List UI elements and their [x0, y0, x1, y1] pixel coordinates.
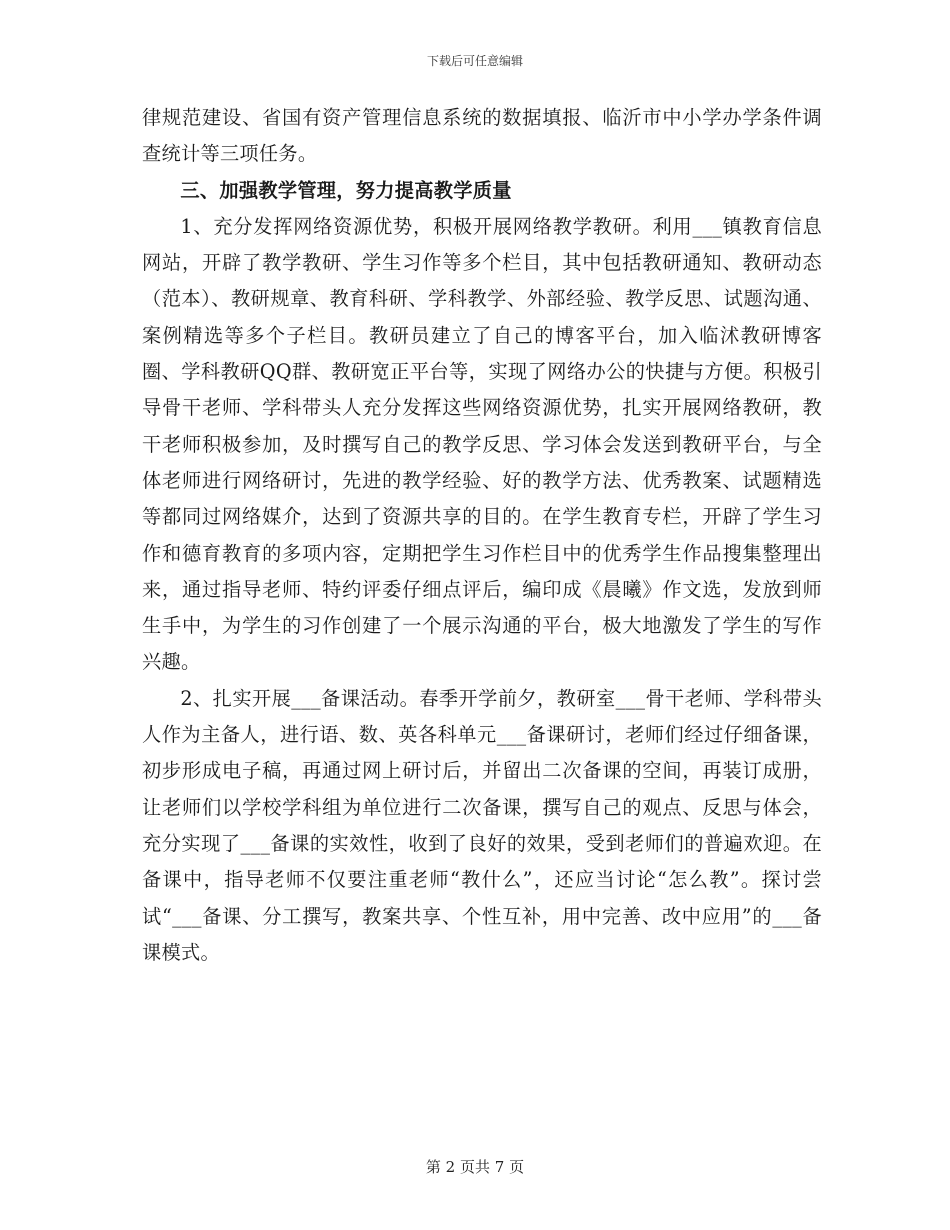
paragraph-continuation: 律规范建设、省国有资产管理信息系统的数据填报、临沂市中小学办学条件调查统计等三项任务。 [142, 106, 822, 166]
page-header: 下载后可任意编辑 [426, 54, 523, 68]
paragraph-lesson-preparation: 2、扎实开展___备课活动。春季开学前夕，教研室___骨干老师、学科带头人作为主备人，进行语、数、英各科单元___备课研讨，老师们经过仔细备课，初步形成电子稿，再通过网上研讨后，并留出二次备课的空间，再装订成册，让老师们以学校学科组为单位进行二次备课，撰写自己的观点、反思与体会，充分实现了___备课的实效性，收到了良好的效果，受到老师们的普遍欢迎。在备课中，指导老师不仅要注重老师“教什么”，还应当讨论“怎么教”。探讨尝试“___备课、分工撰写，教案共享、个性互补，用中完善、改中应用”的___备课模式。 [142, 686, 822, 964]
paragraph-network-research: 1、充分发挥网络资源优势，积极开展网络教学教研。利用___镇教育信息网站，开辟了教学教研、学生习作等多个栏目，其中包括教研通知、教研动态（范本）、教研规章、教育科研、学科教学、外部经验、教学反思、试题沟通、案例精选等多个子栏目。教研员建立了自己的博客平台，加入临沭教研博客圈、学科教研QQ群、教研宽正平台等，实现了网络办公的快捷与方便。积极引导骨干老师、学科带头人充分发挥这些网络资源优势，扎实开展网络教研，教干老师积极参加，及时撰写自己的教学反思、学习体会发送到教研平台，与全体老师进行网络研讨，先进的教学经验、好的教学方法、优秀教案、试题精选等都同过网络媒介，达到了资源共享的目的。在学生教育专栏，开辟了学生习作和德育教育的多项内容，定期把学生习作栏目中的优秀学生作品搜集整理出来，通过指导老师、特约评委仔细点评后，编印成《晨曦》作文选，发放到师生手中，为学生的习作创建了一个展示沟通的平台，极大地激发了学生的写作兴趣。 [142, 214, 822, 674]
page-number: 第 2 页共 7 页 [425, 1158, 525, 1176]
document-body [142, 100, 822, 971]
section-heading: 三、加强教学管理，努力提高教学质量 [180, 178, 512, 202]
